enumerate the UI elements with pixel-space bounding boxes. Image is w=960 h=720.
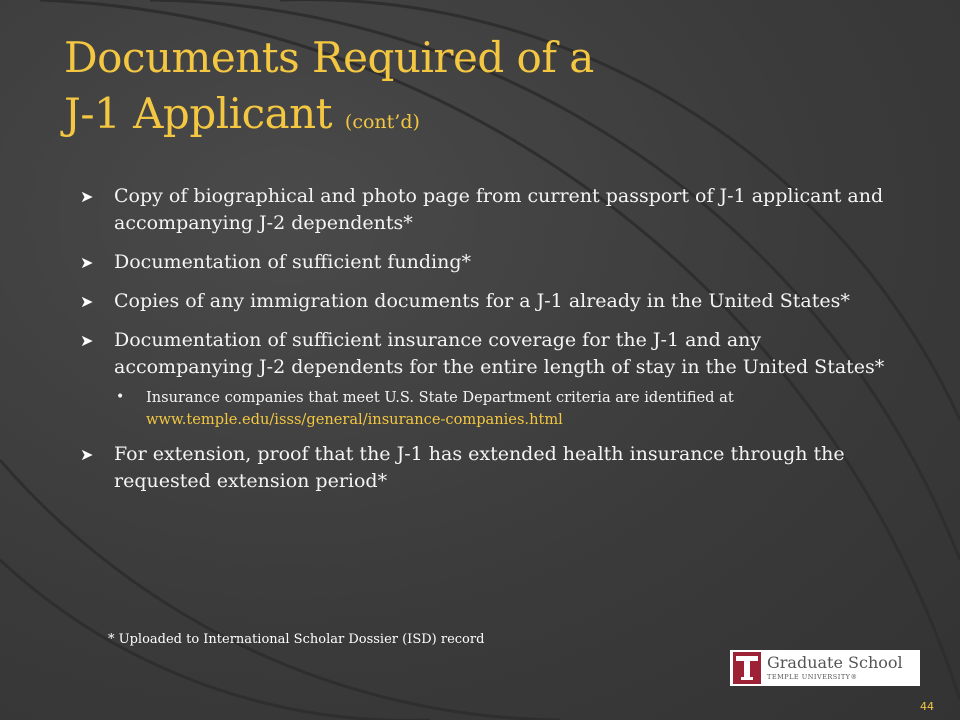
title-suffix: (cont’d)	[344, 111, 420, 133]
dot-bullet-icon: •	[116, 389, 125, 405]
bullet-item	[78, 327, 898, 381]
bullet-item	[78, 249, 898, 276]
bullet-item	[78, 183, 898, 237]
graduate-school-logo	[730, 650, 920, 686]
sub-bullet-text: Insurance companies that meet U.S. State Department criteria are identified at	[146, 389, 734, 406]
temple-t-icon	[733, 650, 761, 686]
bullet-item	[78, 441, 898, 495]
slide-title	[64, 30, 594, 150]
arrow-bullet-icon: ➤	[80, 292, 94, 311]
bullet-text: Documentation of sufficient insurance coverage for the J-1 and any accompanying J-2 dependents for the entire length of stay in the United States*	[114, 329, 885, 378]
bullet-item	[78, 288, 898, 315]
title-line-1: Documents Required of a	[64, 33, 594, 82]
bullet-list	[78, 183, 898, 507]
arrow-bullet-icon: ➤	[80, 331, 94, 350]
sub-bullet-item	[78, 387, 898, 431]
bullet-text: Documentation of sufficient funding*	[114, 251, 472, 273]
slide-number: 44	[920, 700, 934, 713]
footnote: * Uploaded to International Scholar Dossier (ISD) record	[108, 632, 485, 647]
bullet-text: For extension, proof that the J-1 has extended health insurance through the requested extension period*	[114, 443, 845, 492]
arrow-bullet-icon: ➤	[80, 253, 94, 272]
arrow-bullet-icon: ➤	[80, 445, 94, 464]
logo-subtitle: TEMPLE UNIVERSITY®	[767, 673, 858, 682]
bullet-text: Copy of biographical and photo page from current passport of J-1 applicant and accompanying J-2 dependents*	[114, 185, 884, 234]
insurance-link[interactable]: www.temple.edu/isss/general/insurance-companies.html	[146, 411, 563, 428]
logo-title: Graduate School	[767, 653, 903, 673]
title-line-2: J-1 Applicant	[64, 89, 333, 138]
arrow-bullet-icon: ➤	[80, 187, 94, 206]
bullet-text: Copies of any immigration documents for a J-1 already in the United States*	[114, 290, 850, 312]
